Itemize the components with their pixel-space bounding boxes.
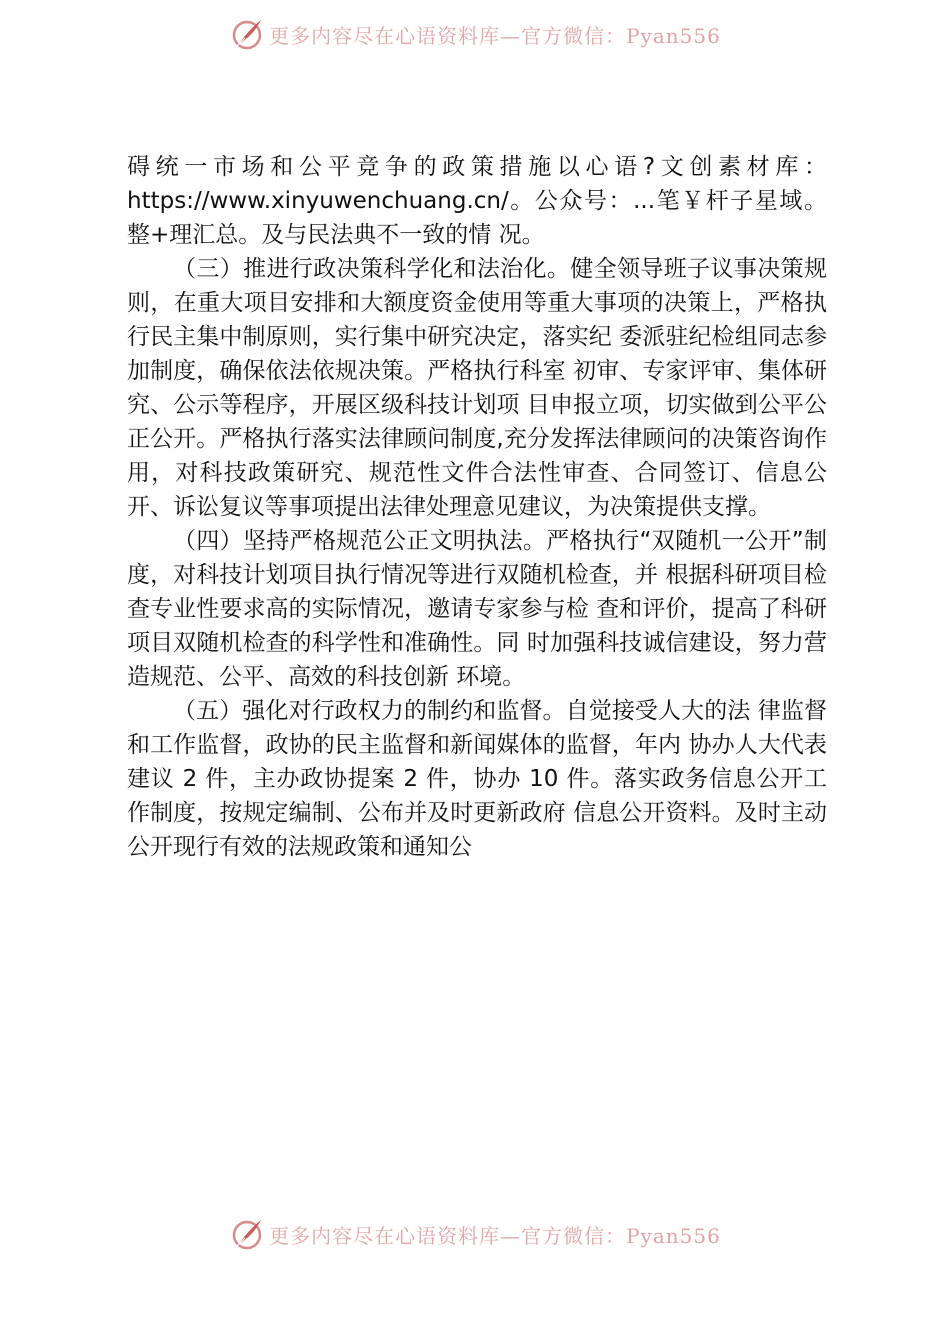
paragraph: （五）强化对行政权力的制约和监督。自觉接受人大的法 律监督和工作监督，政协的民主监督和新闻媒体的监督，年内 协办人大代表建议 2 件，主办政协提案 2 件，协办 10 件。落实政务信息公开工作制度，按规定编制、公布并及时更新政府 信息公开资料。及时主动公开现行有效的法规政策和通知公	[127, 698, 827, 860]
header-watermark	[0, 14, 950, 54]
quill-seal-icon	[229, 1216, 265, 1252]
footer-watermark	[0, 1214, 950, 1254]
paragraph: （四）坚持严格规范公正文明执法。严格执行“双随机一公开”制度，对科技计划项目执行情况等进行双随机检查，并 根据科研项目检查专业性要求高的实际情况，邀请专家参与检 查和评价，提高了科研项目双随机检查的科学性和准确性。同 时加强科技诚信建设，努力营造规范、公平、高效的科技创新 环境。	[127, 528, 827, 690]
watermark-text: 更多内容尽在心语资料库—官方微信：Pyan556	[269, 23, 721, 48]
paragraph: （三）推进行政决策科学化和法治化。健全领导班子议事决策规则，在重大项目安排和大额度资金使用等重大事项的决策上，严格执行民主集中制原则，实行集中研究决定，落实纪 委派驻纪检组同志参加制度，确保依法依规决策。严格执行科室 初审、专家评审、集体研究、公示等程序，开展区级科技计划项 目申报立项，切实做到公平公正公开。严格执行落实法律顾问制度,充分发挥法律顾问的决策咨询作用，对科技政策研究、规范性文件合法性审查、合同签订、信息公开、诉讼复议等事项提出法律处理意见建议，为决策提供支撑。	[127, 256, 827, 520]
paragraph: 碍统一市场和公平竞争的政策措施以心语?文创素材库：https://www.xinyuwenchuang.cn/。公众号：...笔￥杆子星域。整+理汇总。及与民法典不一致的情 况。	[127, 154, 827, 248]
document-body	[127, 150, 827, 864]
watermark-text: 更多内容尽在心语资料库—官方微信：Pyan556	[269, 1223, 721, 1248]
quill-seal-icon	[229, 16, 265, 52]
